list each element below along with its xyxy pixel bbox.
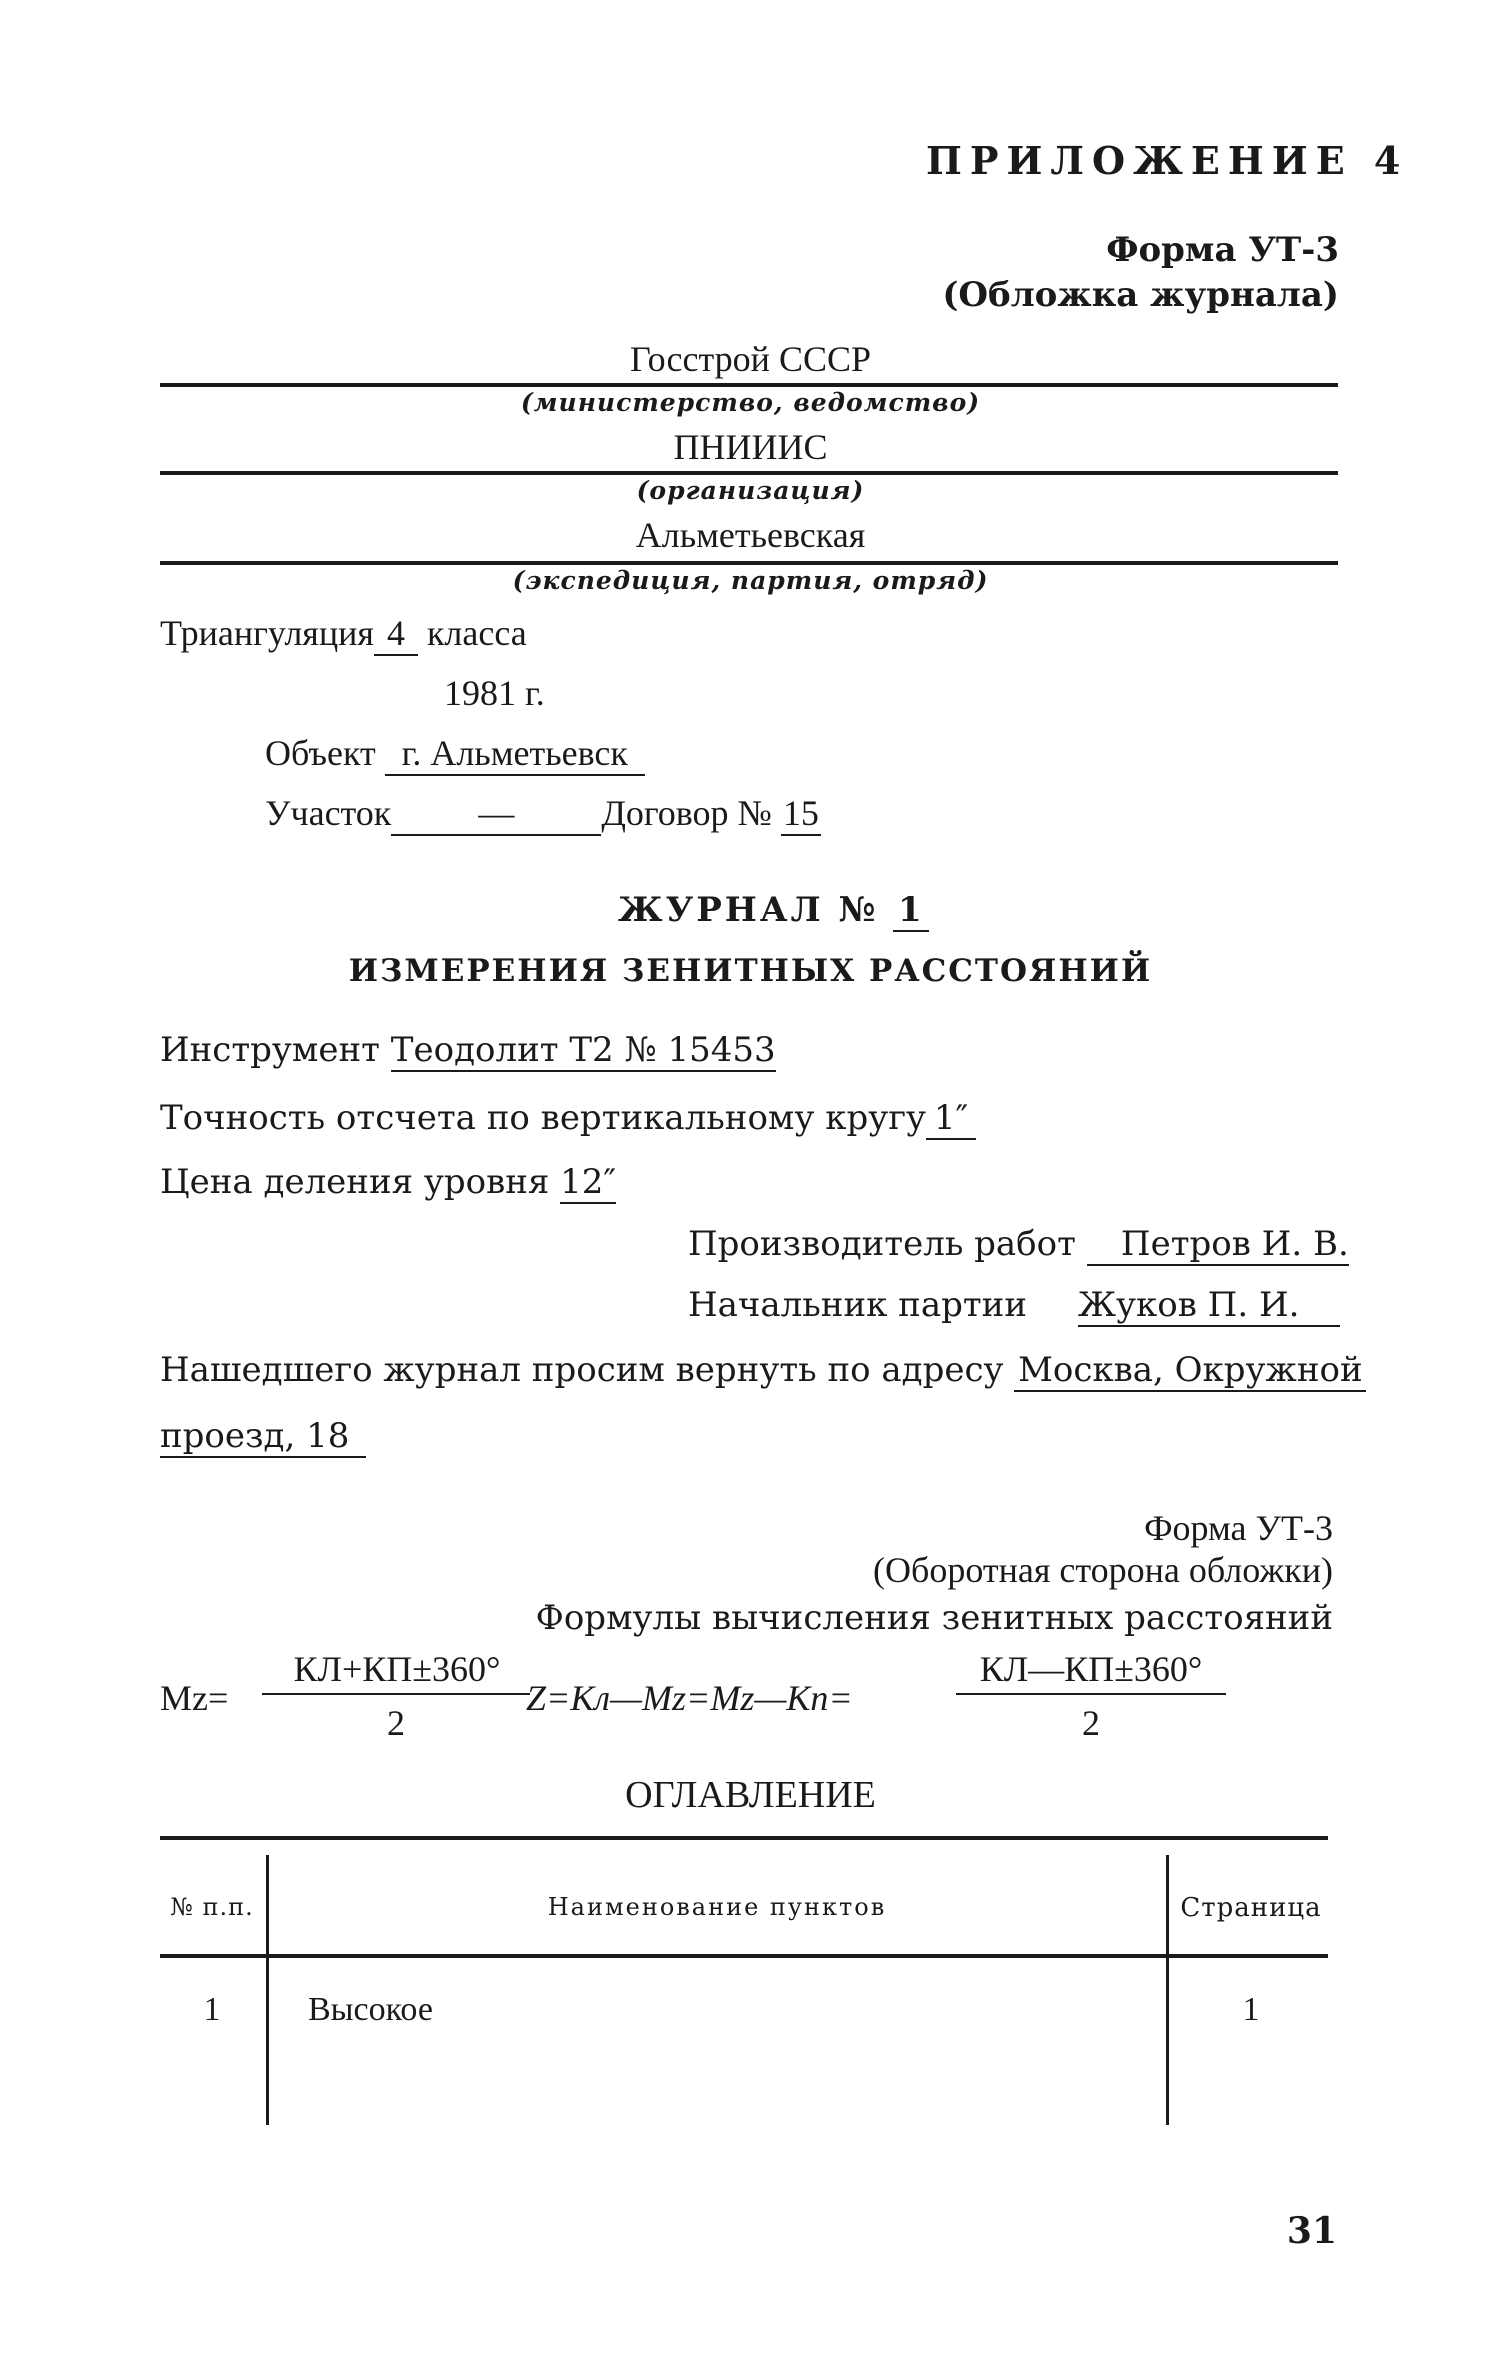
ministry-caption: (министерство, ведомство) bbox=[520, 388, 981, 417]
works-manager-label: Производитель работ bbox=[688, 1224, 1076, 1264]
instrument-label: Инструмент bbox=[160, 1030, 380, 1070]
toc-col-divider-2 bbox=[1166, 1855, 1169, 2125]
year-suffix: г. bbox=[525, 673, 545, 713]
formula-den1: 2 bbox=[387, 1703, 405, 1743]
level-label: Цена деления уровня bbox=[160, 1162, 550, 1202]
return-address-1: Москва, Окружной bbox=[1014, 1350, 1366, 1392]
formula-num1: КЛ+КП±360° bbox=[293, 1649, 501, 1689]
expedition-caption: (экспедиция, партия, отряд) bbox=[512, 566, 989, 595]
toc-row-name: Высокое bbox=[308, 1991, 433, 2028]
form-note: (Обложка журнала) bbox=[942, 275, 1339, 315]
toc-top-line bbox=[160, 1836, 1328, 1840]
form-label: Форма УТ-3 bbox=[1106, 230, 1339, 270]
ministry-line bbox=[160, 383, 1338, 387]
toc-header-name: Наименование пунктов bbox=[547, 1893, 887, 1921]
accuracy-line bbox=[160, 1098, 976, 1140]
formulas-title: Формулы вычисления зенитных расстояний bbox=[535, 1598, 1333, 1638]
triangulation-prefix: Триангуляция bbox=[160, 613, 374, 653]
organization-line bbox=[160, 471, 1338, 475]
works-manager-value: Петров И. В. bbox=[1087, 1224, 1349, 1266]
return-address-2: проезд, 18 bbox=[160, 1416, 366, 1458]
back-form-note: (Оборотная сторона обложки) bbox=[873, 1550, 1333, 1590]
expedition-value: Альметьевская bbox=[635, 515, 866, 555]
year-line bbox=[444, 672, 545, 714]
toc-row-page: 1 bbox=[1242, 1991, 1260, 2028]
level-value: 12″ bbox=[560, 1162, 617, 1202]
return-line bbox=[160, 1350, 1366, 1392]
back-form-label: Форма УТ-3 bbox=[1144, 1508, 1333, 1548]
formula-bar1 bbox=[262, 1693, 530, 1695]
journal-label: ЖУРНАЛ № bbox=[618, 890, 879, 930]
party-chief-value: Жуков П. И. bbox=[1078, 1285, 1340, 1327]
accuracy-value: 1″ bbox=[926, 1098, 976, 1140]
contract-label: Договор № bbox=[601, 793, 772, 833]
organization-caption: (организация) bbox=[636, 476, 865, 505]
journal-number: 1 bbox=[893, 890, 929, 932]
object-value: г. Альметьевск bbox=[385, 732, 645, 776]
triangulation-class: 4 bbox=[374, 612, 418, 656]
party-chief-label: Начальник партии bbox=[688, 1285, 1027, 1325]
year-value: 1981 bbox=[444, 673, 516, 713]
formula-bar2 bbox=[956, 1693, 1226, 1695]
contract-value: 15 bbox=[781, 792, 821, 836]
instrument-line bbox=[160, 1030, 776, 1072]
return-line-2 bbox=[160, 1416, 366, 1458]
section-label: Участок bbox=[265, 793, 392, 833]
appendix-title: ПРИЛОЖЕНИЕ 4 bbox=[926, 138, 1409, 183]
instrument-value: Теодолит Т2 № 15453 bbox=[390, 1030, 776, 1070]
expedition-line bbox=[160, 561, 1338, 565]
works-manager-line bbox=[688, 1224, 1349, 1266]
object-line bbox=[265, 732, 645, 776]
section-value: — bbox=[391, 792, 601, 836]
section-line bbox=[265, 792, 821, 836]
toc-row-num: 1 bbox=[203, 1991, 221, 2028]
journal-title bbox=[618, 890, 929, 932]
triangulation-suffix: класса bbox=[426, 613, 527, 653]
toc-title: ОГЛАВЛЕНИЕ bbox=[625, 1774, 876, 1816]
ministry-value: Госстрой СССР bbox=[630, 339, 871, 379]
level-line bbox=[160, 1162, 616, 1204]
object-label: Объект bbox=[265, 733, 376, 773]
formula-middle: Z=Kл—Mz=Mz—Kп= bbox=[526, 1678, 853, 1718]
formula-num2: КЛ—КП±360° bbox=[979, 1649, 1203, 1689]
organization-value: ПНИИИС bbox=[673, 427, 828, 467]
return-text: Нашедшего журнал просим вернуть по адресу bbox=[160, 1350, 1004, 1390]
party-chief-line bbox=[688, 1285, 1340, 1327]
page-number: 31 bbox=[1286, 2210, 1337, 2252]
accuracy-label: Точность отсчета по вертикальному кругу bbox=[160, 1098, 927, 1138]
toc-header-page: Страница bbox=[1180, 1893, 1322, 1923]
toc-header-num: № п.п. bbox=[170, 1893, 254, 1921]
toc-header-line bbox=[160, 1954, 1328, 1958]
formula-den2: 2 bbox=[1082, 1703, 1100, 1743]
formula-mz: Mz= bbox=[160, 1678, 229, 1718]
triangulation-line bbox=[160, 612, 527, 656]
journal-subtitle: ИЗМЕРЕНИЯ ЗЕНИТНЫХ РАССТОЯНИЙ bbox=[348, 953, 1153, 989]
